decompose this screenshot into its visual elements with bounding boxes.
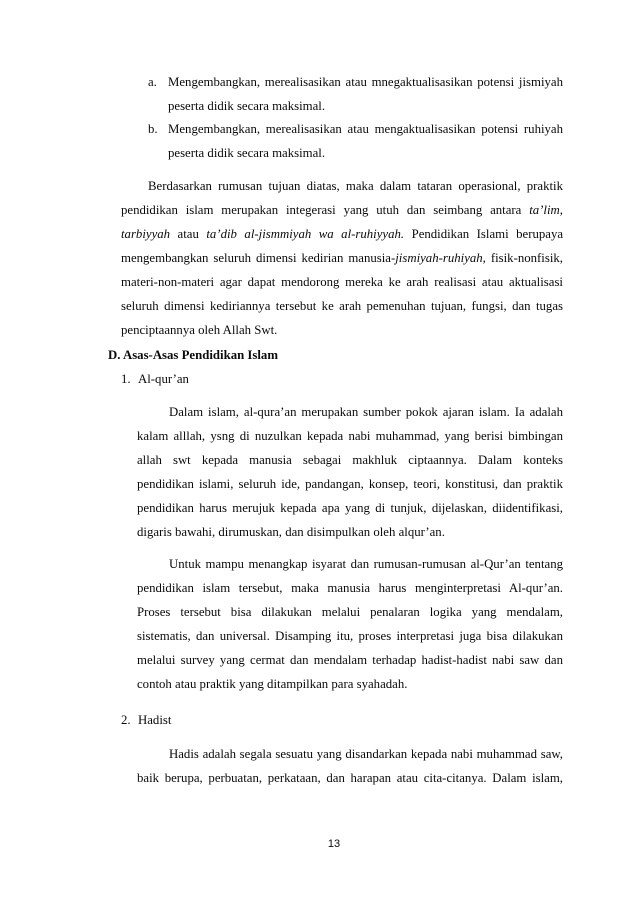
objective-item-a	[148, 70, 563, 118]
italic-term: jismiyah-ruhiyah,	[395, 251, 486, 265]
subsection-heading-alquran	[121, 367, 421, 391]
page-number: 13	[327, 838, 341, 850]
section-heading	[108, 343, 278, 367]
text-segment: fisik-nonfisik,	[490, 251, 563, 265]
text-line: Mengembangkan, merealisasikan atau mnegaktualisasikan potensi jismiyah	[168, 75, 563, 89]
subsection-title: Al-qur’an	[138, 372, 189, 386]
text-line: Untuk mampu menangkap isyarat dan rumusan-rumusan al-Qur’an tentang	[169, 557, 563, 571]
text-line: peserta didik secara maksimal.	[168, 146, 326, 160]
objective-text	[168, 70, 563, 118]
text-line: pendidikan islam tersebut, maka manusia harus menginterpretasi Al-qur’an.	[137, 581, 563, 595]
text-line: digaris bawahi, dirumuskan, dan disimpulkan oleh alqur’an.	[137, 525, 445, 539]
text-line: kalam alllah, ysng di nuzulkan kepada nabi muhammad, yang berisi bimbingan	[137, 429, 563, 443]
list-marker: a.	[148, 75, 157, 89]
alquran-paragraph-2	[137, 552, 563, 696]
hadist-paragraph-1	[137, 742, 563, 790]
text-line: peserta didik secara maksimal.	[168, 99, 326, 113]
text-line: materi-non-materi agar dapat mendorong mereka ke arah realisasi atau aktualisasi	[121, 275, 563, 289]
text-line	[121, 246, 563, 270]
text-line: melalui survey yang cermat dan mendalam terhadap hadist-hadist nabi saw dan	[137, 653, 563, 667]
text-line: Berdasarkan rumusan tujuan diatas, maka dalam tataran operasional, praktik	[148, 179, 563, 193]
text-line: allah swt kepada manusia sebagai makhluk ciptaannya. Dalam konteks	[137, 453, 563, 467]
alquran-paragraph-1	[137, 400, 563, 544]
subsection-marker: 1.	[121, 372, 131, 386]
text-segment: mengembangkan seluruh dimensi kedirian manusia-	[121, 251, 396, 265]
text-line: baik berupa, perbuatan, perkataan, dan harapan atau cita-citanya. Dalam islam,	[137, 771, 563, 785]
subsection-heading-hadist	[121, 708, 421, 732]
italic-term: ta’lim,	[529, 203, 563, 217]
text-line: contoh atau praktik yang ditampilkan para syahadah.	[137, 677, 408, 691]
text-line: pendidikan islami, seluruh ide, pandangan, konsep, teori, konstitusi, dan praktik	[137, 477, 563, 491]
text-line: seluruh dimensi kediriannya tersebut ke arah pemenuhan tujuan, fungsi, dan tugas	[121, 299, 563, 313]
text-segment: atau	[177, 227, 199, 241]
text-line: penciptaannya oleh Allah Swt.	[121, 323, 278, 337]
list-marker: b.	[148, 122, 158, 136]
objective-text	[168, 117, 563, 165]
text-line: Hadis adalah segala sesuatu yang disandarkan kepada nabi muhammad saw,	[169, 747, 563, 761]
text-segment: Pendidikan Islami berupaya	[411, 227, 564, 241]
section-marker: D.	[108, 348, 121, 362]
section-title: Asas-Asas Pendidikan Islam	[122, 348, 278, 362]
text-line: pendidikan harus merujuk kepada apa yang di tunjuk, dijelaskan, diidentifikasi,	[137, 501, 563, 515]
text-line: Dalam islam, al-qura’an merupakan sumber pokok ajaran islam. Ia adalah	[169, 405, 563, 419]
text-line: Proses tersebut bisa dilakukan melalui penalaran logika yang mendalam,	[137, 605, 563, 619]
text-line: Mengembangkan, merealisasikan atau mengaktualisasikan potensi ruhiyah	[168, 122, 563, 136]
italic-term: ta’dib al-jismmiyah wa al-ruhiyyah.	[206, 227, 405, 241]
objective-item-b	[148, 117, 563, 165]
operational-paragraph	[121, 174, 563, 342]
text-line: sistematis, dan universal. Disamping itu, proses interpretasi juga bisa dilakukan	[137, 629, 563, 643]
italic-term: tarbiyyah	[121, 227, 171, 241]
text-line	[121, 198, 563, 222]
text-segment: pendidikan islam merupakan integerasi yang utuh dan seimbang antara	[121, 203, 522, 217]
subsection-marker: 2.	[121, 713, 131, 727]
subsection-title: Hadist	[138, 713, 172, 727]
text-line	[121, 222, 563, 246]
